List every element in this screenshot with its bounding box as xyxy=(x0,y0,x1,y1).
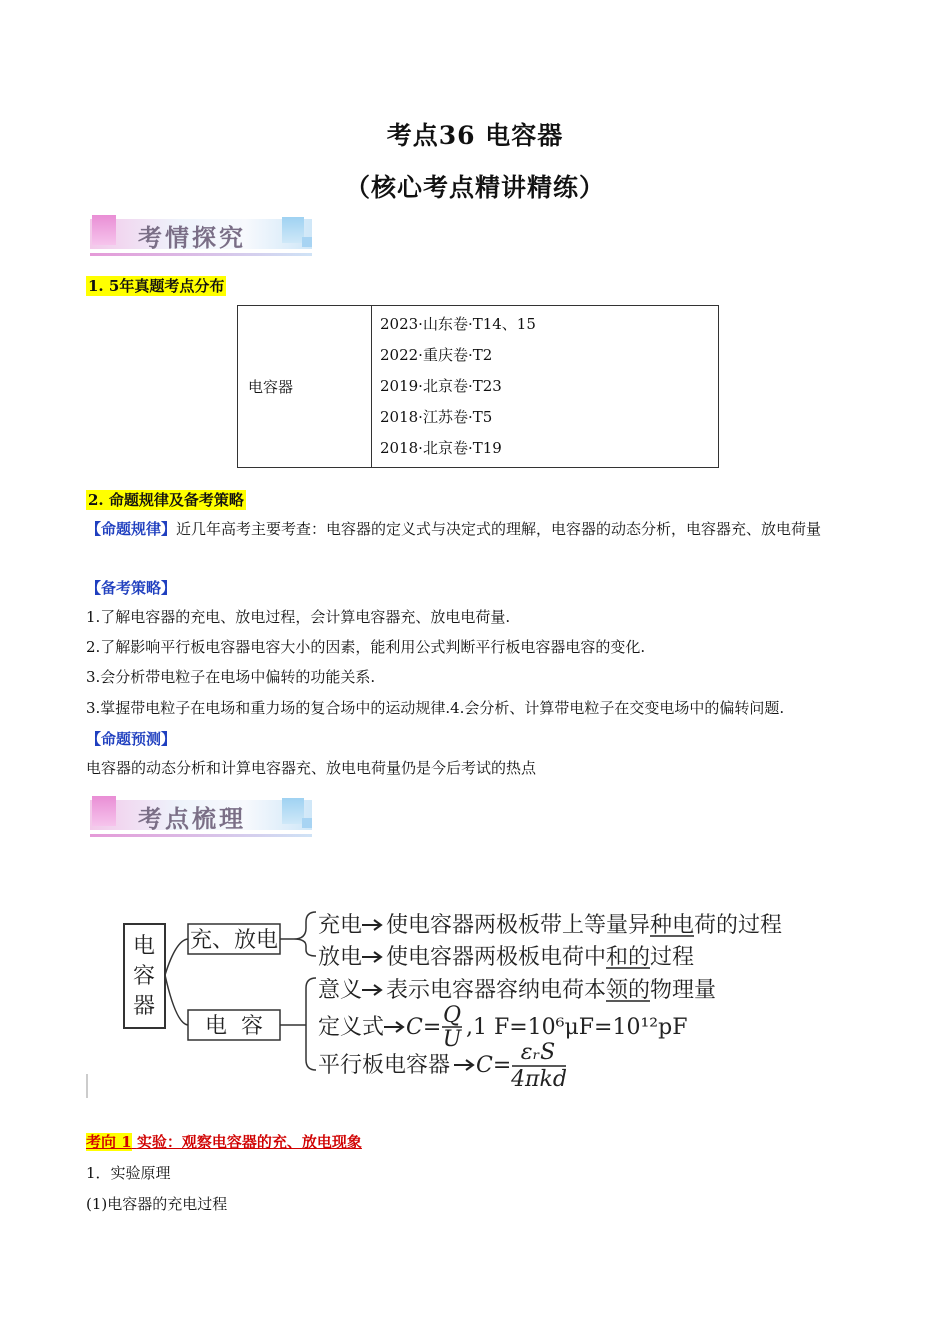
parallel-plate-numerator: εᵣS xyxy=(520,1040,556,1065)
parallel-plate-lhs: C= xyxy=(476,1053,512,1078)
exam-item: 2022·重庆卷·T2 xyxy=(380,346,493,364)
discharge-term: 放电 xyxy=(318,945,363,970)
arrow-icon xyxy=(362,952,381,962)
strategy-item: 3.会分析带电粒子在电场中偏转的功能关系. xyxy=(86,668,376,686)
rule-label: 【命题规律】 xyxy=(86,520,177,538)
exam-item: 2018·江苏卷·T5 xyxy=(380,408,493,426)
arrow-icon xyxy=(384,1022,403,1032)
page-subtitle: （核心考点精讲精练） xyxy=(344,173,605,202)
strategy-item: 3.掌握带电粒子在电场和重力场的复合场中的运动规律.4.会分析、计算带电粒子在交变电场中的偏转问题. xyxy=(86,699,785,717)
charge-term: 充电 xyxy=(318,913,363,938)
banner-label: 考情探究 xyxy=(138,224,246,252)
definition-units: ,1 F=10⁶μF=10¹²pF xyxy=(466,1015,688,1040)
page-title: 考点36 电容器 xyxy=(386,121,564,150)
exam-item: 2018·北京卷·T19 xyxy=(380,439,502,457)
root-char: 容 xyxy=(132,964,156,989)
definition-term: 定义式 xyxy=(318,1015,385,1040)
section-heading-strategy: 2. 命题规律及备考策略 xyxy=(88,491,244,509)
section-heading-distribution: 1. 5年真题考点分布 xyxy=(88,277,225,295)
table-topic-cell: 电容器 xyxy=(238,306,372,468)
parallel-plate-denominator: 4πkd xyxy=(511,1067,567,1092)
discharge-text: 使电容器两极板电荷中和的过程 xyxy=(386,945,695,970)
meaning-text: 表示电容器容纳电荷本领的物理量 xyxy=(386,978,717,1003)
arrow-icon xyxy=(454,1060,473,1070)
direction-label: 考向 1 xyxy=(86,1133,132,1151)
arrow-icon xyxy=(362,920,381,930)
rule-text: 近几年高考主要考查：电容器的定义式与决定式的理解，电容器的动态分析，电容器充、放电荷量 xyxy=(176,520,822,538)
root-char: 器 xyxy=(132,994,156,1019)
principle-heading: 1．实验原理 xyxy=(86,1164,171,1182)
definition-denominator: U xyxy=(442,1027,462,1052)
banner-label: 考点梳理 xyxy=(138,805,246,833)
strategy-label: 【备考策略】 xyxy=(86,579,177,597)
direction-heading xyxy=(86,1132,362,1152)
strategy-item: 2.了解影响平行板电容器电容大小的因素，能利用公式判断平行板电容器电容的变化. xyxy=(86,638,646,656)
exam-item: 2023·山东卷·T14、15 xyxy=(380,315,536,333)
charge-text: 使电容器两极板带上等量异种电荷的过程 xyxy=(386,913,783,938)
definition-numerator: Q xyxy=(442,1003,462,1028)
charging-process-heading: (1)电容器的充电过程 xyxy=(86,1195,228,1213)
meaning-term: 意义 xyxy=(318,978,363,1003)
parallel-plate-term: 平行板电容器 xyxy=(318,1053,451,1078)
predict-label: 【命题预测】 xyxy=(86,730,177,748)
branch-label-capacitance: 电 容 xyxy=(205,1014,263,1039)
arrow-icon xyxy=(362,985,381,995)
strategy-item: 1.了解电容器的充电、放电过程，会计算电容器充、放电电荷量. xyxy=(86,608,511,626)
direction-title: 实验：观察电容器的充、放电现象 xyxy=(136,1133,362,1151)
definition-lhs: C= xyxy=(406,1015,442,1040)
exam-item: 2019·北京卷·T23 xyxy=(380,377,502,395)
predict-text: 电容器的动态分析和计算电容器充、放电电荷量仍是今后考试的热点 xyxy=(86,759,537,777)
branch-label-charge: 充、放电 xyxy=(189,928,279,953)
root-char: 电 xyxy=(132,934,156,959)
